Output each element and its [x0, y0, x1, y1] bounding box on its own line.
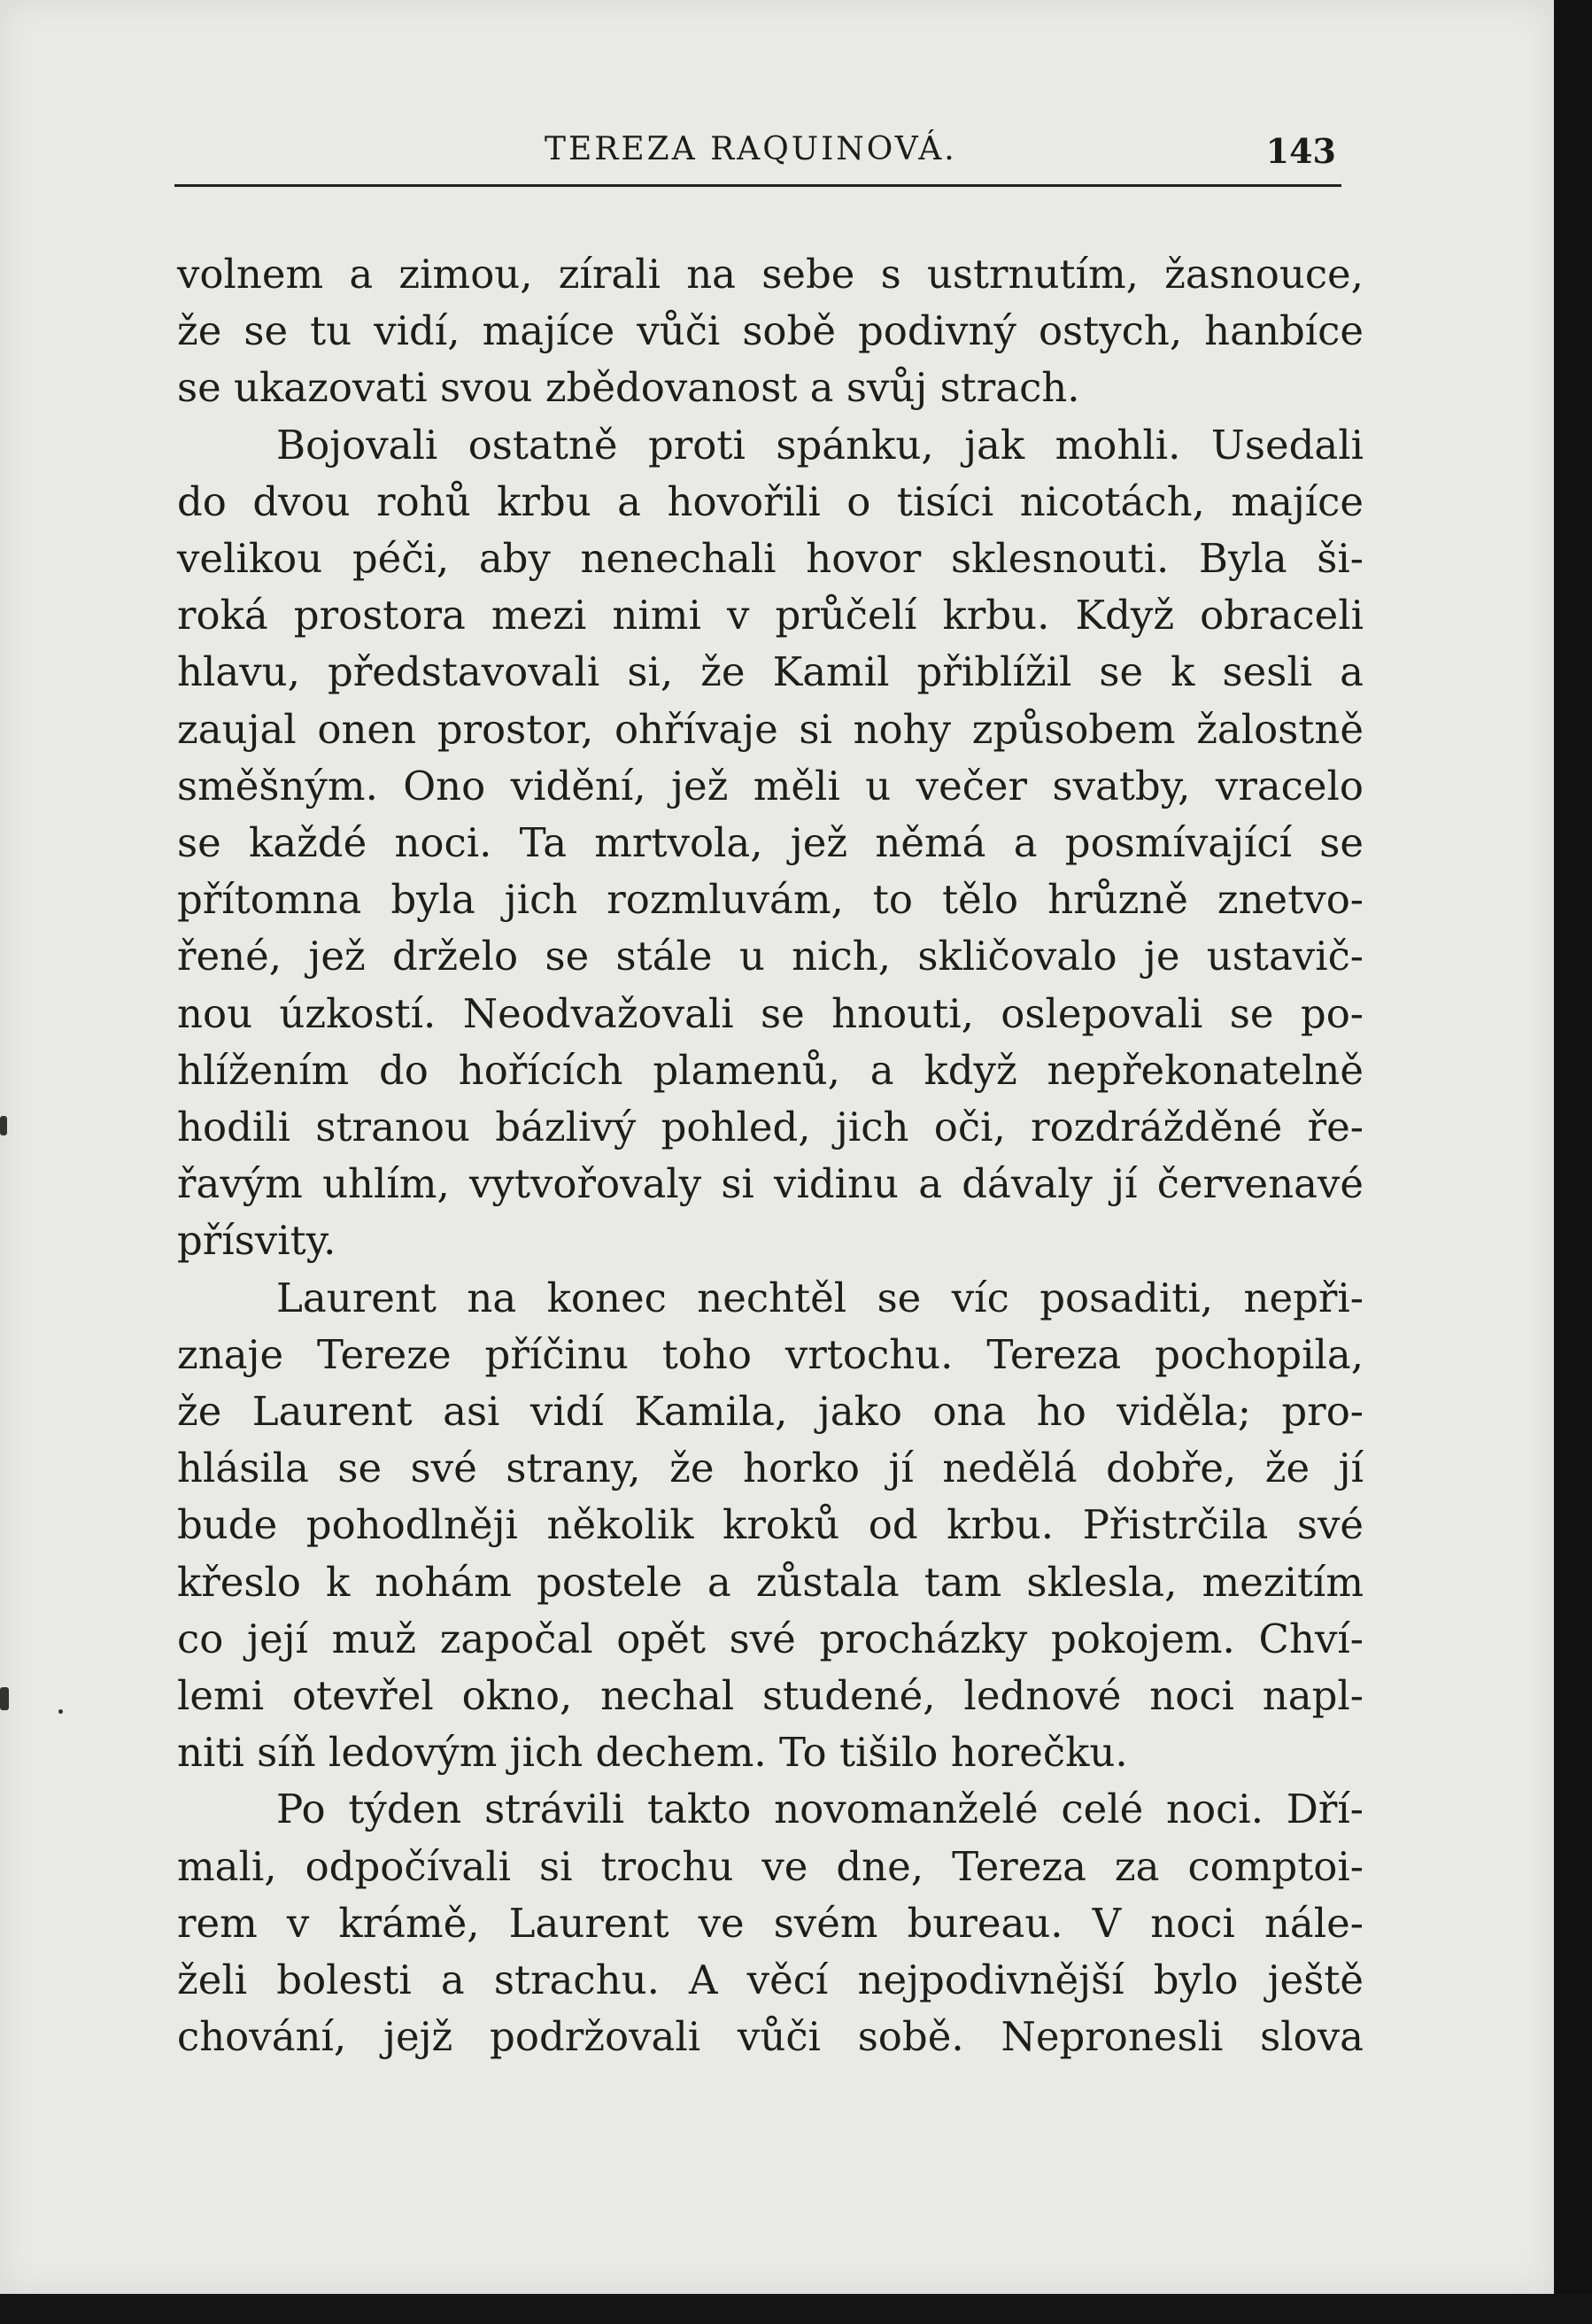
text-line: rem v krámě, Laurent ve svém bureau. V noci nále-	[177, 1899, 1364, 1947]
text-line: volnem a zimou, zírali na sebe s ustrnutím, žasnouce,	[177, 251, 1364, 298]
body-text	[177, 246, 1364, 2066]
text-line: zaujal onen prostor, ohřívaje si nohy způsobem žalostně	[177, 705, 1364, 753]
text-line: přísvity.	[177, 1217, 336, 1265]
text-line: že se tu vidí, majíce vůči sobě podivný ostych, hanbíce	[177, 307, 1364, 355]
text-line: že Laurent asi vidí Kamila, jako ona ho viděla; pro-	[177, 1388, 1364, 1436]
text-line: hodili stranou bázlivý pohled, jich oči, rozdrážděné ře-	[177, 1104, 1364, 1151]
text-line: se ukazovati svou zbědovanost a svůj strach.	[177, 364, 1080, 412]
text-line: co její muž započal opět své procházky pokojem. Chví-	[177, 1615, 1364, 1662]
text-line: mali, odpočívali si trochu ve dne, Tereza za comptoi-	[177, 1842, 1364, 1890]
running-title: TEREZA RAQUINOVÁ.	[545, 131, 957, 167]
scan-edge-bottom	[0, 2294, 1592, 2324]
text-line: roká prostora mezi nimi v průčelí krbu. Když obraceli	[177, 592, 1364, 639]
text-line: želi bolesti a strachu. A věcí nejpodivnější bylo ještě	[177, 1956, 1364, 2004]
text-line: znaje Tereze příčinu toho vrtochu. Tereza pochopila,	[177, 1330, 1364, 1378]
text-line: hlásila se své strany, že horko jí nedělá dobře, že jí	[177, 1445, 1364, 1492]
text-line: Po týden strávili takto novomanželé celé noci. Dří-	[276, 1786, 1364, 1833]
text-line: niti síň ledovým jich dechem. To tišilo horečku.	[177, 1729, 1128, 1777]
scan-mark	[0, 1116, 7, 1135]
text-line: směšným. Ono vidění, jež měli u večer svatby, vracelo	[177, 762, 1364, 810]
text-line: hlavu, představovali si, že Kamil přiblížil se k sesli a	[177, 648, 1364, 696]
text-line: hlížením do hořících plamenů, a když nepřekonatelně	[177, 1046, 1364, 1094]
text-line: přítomna byla jich rozmluvám, to tělo hrůzně znetvo-	[177, 876, 1364, 924]
text-line: řavým uhlím, vytvořovaly si vidinu a dávaly jí červenavé	[177, 1160, 1364, 1208]
scan-mark	[0, 1687, 9, 1710]
text-line: řené, jež drželo se stále u nich, skličovalo je ustavič-	[177, 933, 1364, 980]
text-line: Laurent na konec nechtěl se víc posaditi, nepři-	[276, 1274, 1364, 1321]
text-line: lemi otevřel okno, nechal studené, lednové noci napl-	[177, 1672, 1364, 1720]
scan-mark	[58, 1709, 63, 1714]
scan-edge-right	[1554, 0, 1592, 2324]
text-line: Bojovali ostatně proti spánku, jak mohli. Usedali	[276, 421, 1364, 469]
text-line: bude pohodlněji několik kroků od krbu. Přistrčila své	[177, 1501, 1364, 1549]
text-line: křeslo k nohám postele a zůstala tam sklesla, mezitím	[177, 1558, 1364, 1606]
text-line: se každé noci. Ta mrtvola, jež němá a posmívající se	[177, 819, 1364, 867]
page-number: 143	[1265, 131, 1336, 171]
text-line: nou úzkostí. Neodvažovali se hnouti, oslepovali se po-	[177, 989, 1364, 1037]
text-line: do dvou rohů krbu a hovořili o tisíci nicotách, majíce	[177, 477, 1364, 525]
text-line: chování, jejž podržovali vůči sobě. Nepronesli slova	[177, 2013, 1364, 2061]
page-header	[174, 131, 1341, 187]
text-line: velikou péči, aby nenechali hovor sklesnouti. Byla ši-	[177, 535, 1364, 583]
